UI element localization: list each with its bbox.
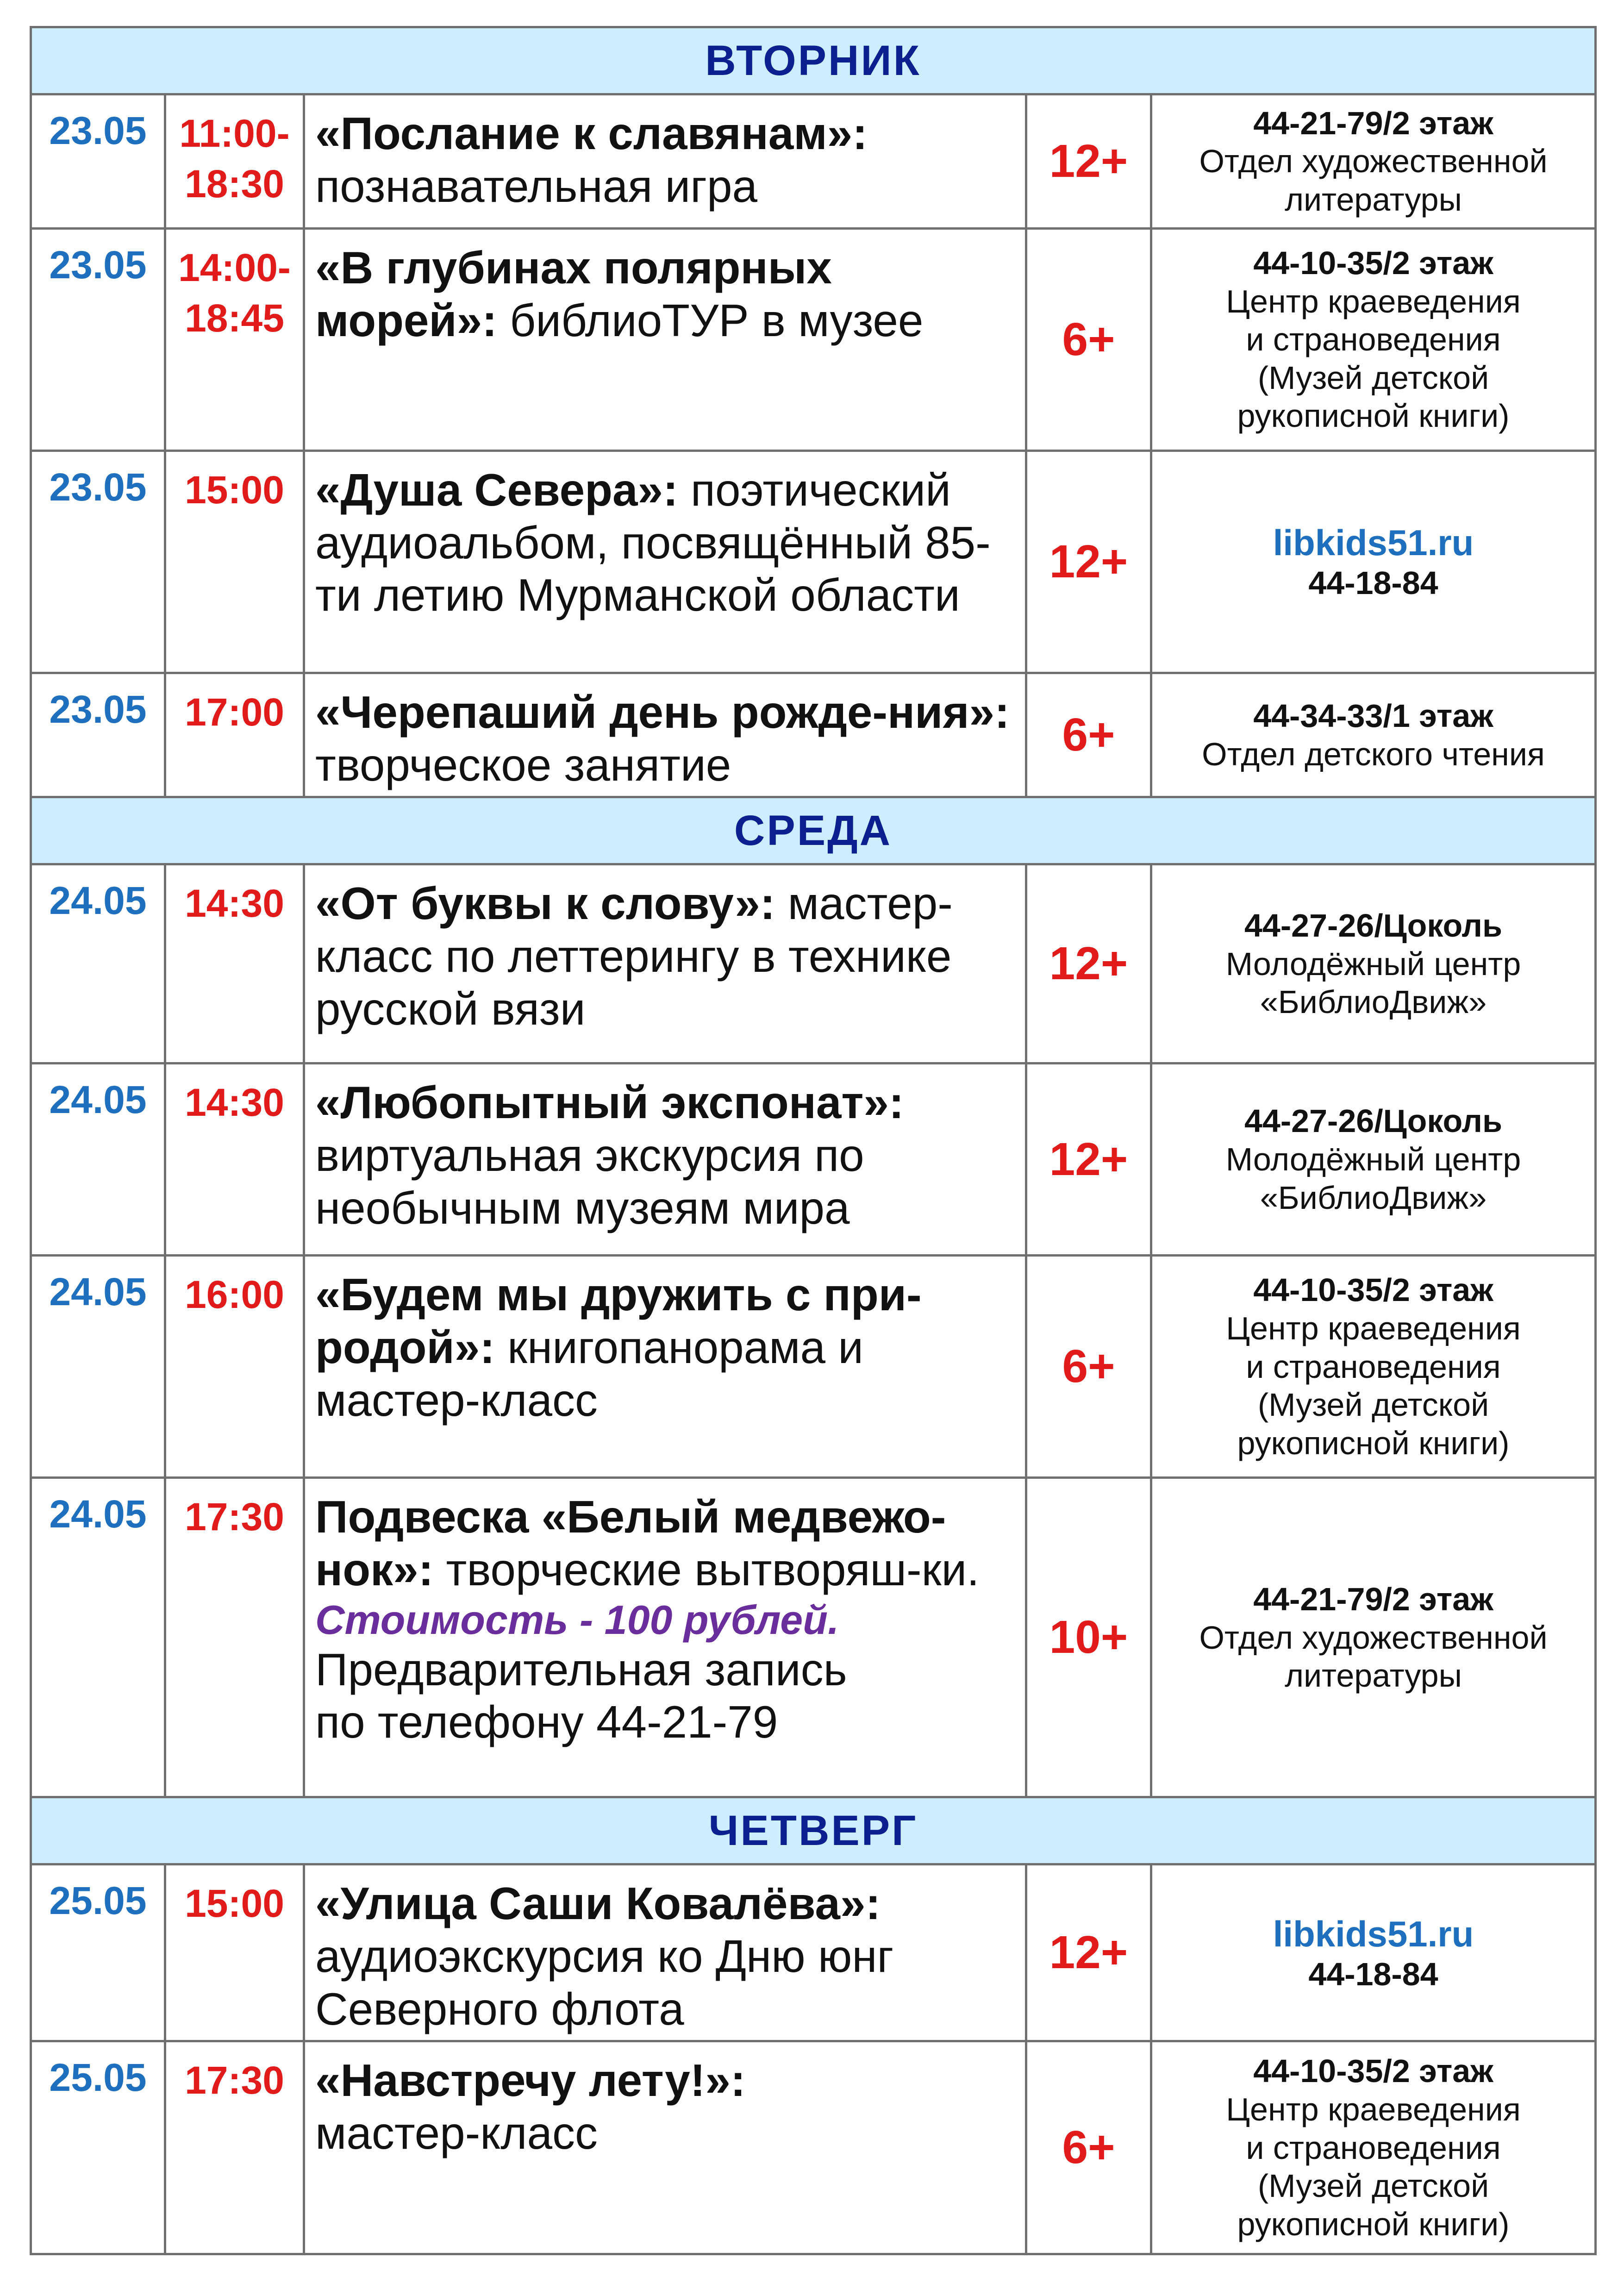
place-line: рукописной книги) bbox=[1237, 1425, 1510, 1461]
event-title-bold: Подвеска «Белый медвежо-нок»: bbox=[315, 1491, 946, 1595]
site-link[interactable]: libkids51.ru bbox=[1273, 522, 1474, 563]
event-title-rest: творческое занятие bbox=[315, 739, 731, 790]
event-title bbox=[304, 864, 1026, 1063]
event-title-bold: «Будем мы дружить с при-родой»: bbox=[315, 1269, 922, 1373]
event-title bbox=[304, 94, 1026, 229]
event-row bbox=[31, 229, 1596, 451]
place-line: Отдел художественной bbox=[1199, 1619, 1548, 1656]
day-header-tuesday: ВТОРНИК bbox=[31, 27, 1596, 94]
event-age: 6+ bbox=[1026, 2041, 1151, 2254]
place-line: «БиблиоДвиж» bbox=[1260, 984, 1487, 1020]
event-row bbox=[31, 673, 1596, 797]
event-age: 6+ bbox=[1026, 673, 1151, 797]
place-line: Центр краеведения bbox=[1226, 283, 1521, 319]
event-title-rest: мастер-класс bbox=[315, 2108, 598, 2159]
site-phone: 44-18-84 bbox=[1308, 1956, 1438, 1992]
day-header-row bbox=[31, 1797, 1596, 1864]
place-line: Отдел художественной bbox=[1199, 143, 1548, 180]
event-place bbox=[1151, 864, 1596, 1063]
event-age: 6+ bbox=[1026, 1256, 1151, 1478]
place-phone: 44-27-26/Цоколь bbox=[1244, 1103, 1503, 1139]
site-phone: 44-18-84 bbox=[1308, 565, 1438, 601]
day-header-thursday: ЧЕТВЕРГ bbox=[31, 1797, 1596, 1864]
event-title bbox=[304, 673, 1026, 797]
day-header-row bbox=[31, 797, 1596, 864]
event-title bbox=[304, 1256, 1026, 1478]
event-row bbox=[31, 2041, 1596, 2254]
event-time-end: 18:45 bbox=[185, 296, 284, 340]
event-title bbox=[304, 1864, 1026, 2041]
event-date: 23.05 bbox=[31, 673, 165, 797]
event-title-bold: «Послание к славянам»: bbox=[315, 108, 868, 159]
event-title bbox=[304, 1478, 1026, 1797]
event-date: 23.05 bbox=[31, 451, 165, 673]
place-line: и страноведения bbox=[1246, 321, 1501, 358]
event-title-bold: «Улица Саши Ковалёва»: bbox=[315, 1878, 881, 1929]
place-phone: 44-10-35/2 этаж bbox=[1253, 245, 1493, 281]
event-time-start: 11:00- bbox=[179, 112, 290, 155]
event-row bbox=[31, 1256, 1596, 1478]
event-title-bold: «Душа Севера»: bbox=[315, 464, 678, 515]
place-line: «БиблиоДвиж» bbox=[1260, 1179, 1487, 1216]
place-line: Отдел детского чтения bbox=[1202, 736, 1545, 772]
event-place bbox=[1151, 673, 1596, 797]
event-row bbox=[31, 1063, 1596, 1256]
event-title bbox=[304, 451, 1026, 673]
event-date: 23.05 bbox=[31, 94, 165, 229]
event-title bbox=[304, 2041, 1026, 2254]
event-note-line: по телефону 44-21-79 bbox=[315, 1696, 778, 1748]
event-title-bold: «Любопытный экспонат»: bbox=[315, 1077, 904, 1128]
event-date: 23.05 bbox=[31, 229, 165, 451]
event-title-rest: мастер-класс по леттерингу в технике русской вязи bbox=[315, 878, 953, 1034]
event-title-rest: поэтический аудиоальбом, посвящённый 85-ти летию Мурманской области bbox=[315, 464, 991, 621]
place-line: Центр краеведения bbox=[1226, 1310, 1521, 1346]
event-age: 10+ bbox=[1026, 1478, 1151, 1797]
event-title-rest: познавательная игра bbox=[315, 160, 758, 212]
event-row bbox=[31, 864, 1596, 1063]
event-time-start: 14:00- bbox=[178, 246, 291, 289]
place-line: литературы bbox=[1285, 181, 1462, 218]
event-place bbox=[1151, 94, 1596, 229]
place-line: рукописной книги) bbox=[1237, 398, 1510, 434]
place-phone: 44-27-26/Цоколь bbox=[1244, 907, 1503, 944]
place-phone: 44-21-79/2 этаж bbox=[1253, 105, 1493, 141]
schedule-table bbox=[30, 26, 1597, 2255]
place-phone: 44-21-79/2 этаж bbox=[1253, 1581, 1493, 1617]
event-date: 25.05 bbox=[31, 1864, 165, 2041]
event-time: 15:00 bbox=[165, 451, 304, 673]
event-time: 14:30 bbox=[165, 1063, 304, 1256]
event-place bbox=[1151, 451, 1596, 673]
place-line: литературы bbox=[1285, 1658, 1462, 1694]
place-line: Молодёжный центр bbox=[1225, 945, 1521, 982]
event-place bbox=[1151, 1256, 1596, 1478]
event-title-rest: аудиоэкскурсия ко Дню юнг Северного флота bbox=[315, 1931, 894, 2034]
event-date: 24.05 bbox=[31, 864, 165, 1063]
place-line: Центр краеведения bbox=[1226, 2091, 1521, 2127]
event-time: 17:30 bbox=[165, 1478, 304, 1797]
event-time: 16:00 bbox=[165, 1256, 304, 1478]
event-time: 17:00 bbox=[165, 673, 304, 797]
event-title-bold: «От буквы к слову»: bbox=[315, 878, 775, 929]
event-age: 12+ bbox=[1026, 94, 1151, 229]
event-date: 24.05 bbox=[31, 1256, 165, 1478]
day-header-wednesday: СРЕДА bbox=[31, 797, 1596, 864]
place-line: (Музей детской bbox=[1257, 2168, 1489, 2204]
event-time bbox=[165, 229, 304, 451]
day-header-row bbox=[31, 27, 1596, 94]
event-cost: Стоимость - 100 рублей. bbox=[315, 1596, 839, 1643]
event-age: 12+ bbox=[1026, 1864, 1151, 2041]
event-title-rest: книгопанорама и мастер-класс bbox=[315, 1322, 864, 1426]
place-line: (Музей детской bbox=[1257, 359, 1489, 396]
place-line: и страноведения bbox=[1246, 2129, 1501, 2166]
place-line: (Музей детской bbox=[1257, 1387, 1489, 1423]
event-place bbox=[1151, 229, 1596, 451]
place-phone: 44-10-35/2 этаж bbox=[1253, 1272, 1493, 1308]
place-line: рукописной книги) bbox=[1237, 2206, 1510, 2242]
event-title-rest: творческие вытворяш-ки. bbox=[446, 1544, 980, 1595]
event-age: 12+ bbox=[1026, 864, 1151, 1063]
event-date: 24.05 bbox=[31, 1063, 165, 1256]
event-time: 14:30 bbox=[165, 864, 304, 1063]
event-age: 6+ bbox=[1026, 229, 1151, 451]
place-line: Молодёжный центр bbox=[1225, 1141, 1521, 1178]
event-age: 12+ bbox=[1026, 1063, 1151, 1256]
event-time bbox=[165, 94, 304, 229]
event-date: 25.05 bbox=[31, 2041, 165, 2254]
event-time: 17:30 bbox=[165, 2041, 304, 2254]
event-time-end: 18:30 bbox=[185, 162, 284, 206]
event-title-rest: виртуальная экскурсия по необычным музеям мира bbox=[315, 1130, 864, 1233]
event-title-bold: «Навстречу лету!»: bbox=[315, 2055, 746, 2106]
event-title bbox=[304, 1063, 1026, 1256]
event-place bbox=[1151, 1478, 1596, 1797]
event-row bbox=[31, 1478, 1596, 1797]
event-title-rest: библиоТУР в музее bbox=[510, 294, 924, 346]
place-phone: 44-34-33/1 этаж bbox=[1253, 698, 1493, 734]
site-link[interactable]: libkids51.ru bbox=[1273, 1913, 1474, 1954]
event-note-line: Предварительная запись bbox=[315, 1644, 847, 1695]
event-place bbox=[1151, 1864, 1596, 2041]
event-row bbox=[31, 94, 1596, 229]
event-title-bold: «В глубинах полярных морей»: bbox=[315, 242, 832, 346]
event-place bbox=[1151, 2041, 1596, 2254]
event-time: 15:00 bbox=[165, 1864, 304, 2041]
event-age: 12+ bbox=[1026, 451, 1151, 673]
event-date: 24.05 bbox=[31, 1478, 165, 1797]
place-line: и страноведения bbox=[1246, 1348, 1501, 1385]
event-place bbox=[1151, 1063, 1596, 1256]
event-title bbox=[304, 229, 1026, 451]
event-row bbox=[31, 451, 1596, 673]
event-row bbox=[31, 1864, 1596, 2041]
event-title-bold: «Черепаший день рожде-ния»: bbox=[315, 687, 1010, 738]
place-phone: 44-10-35/2 этаж bbox=[1253, 2053, 1493, 2089]
